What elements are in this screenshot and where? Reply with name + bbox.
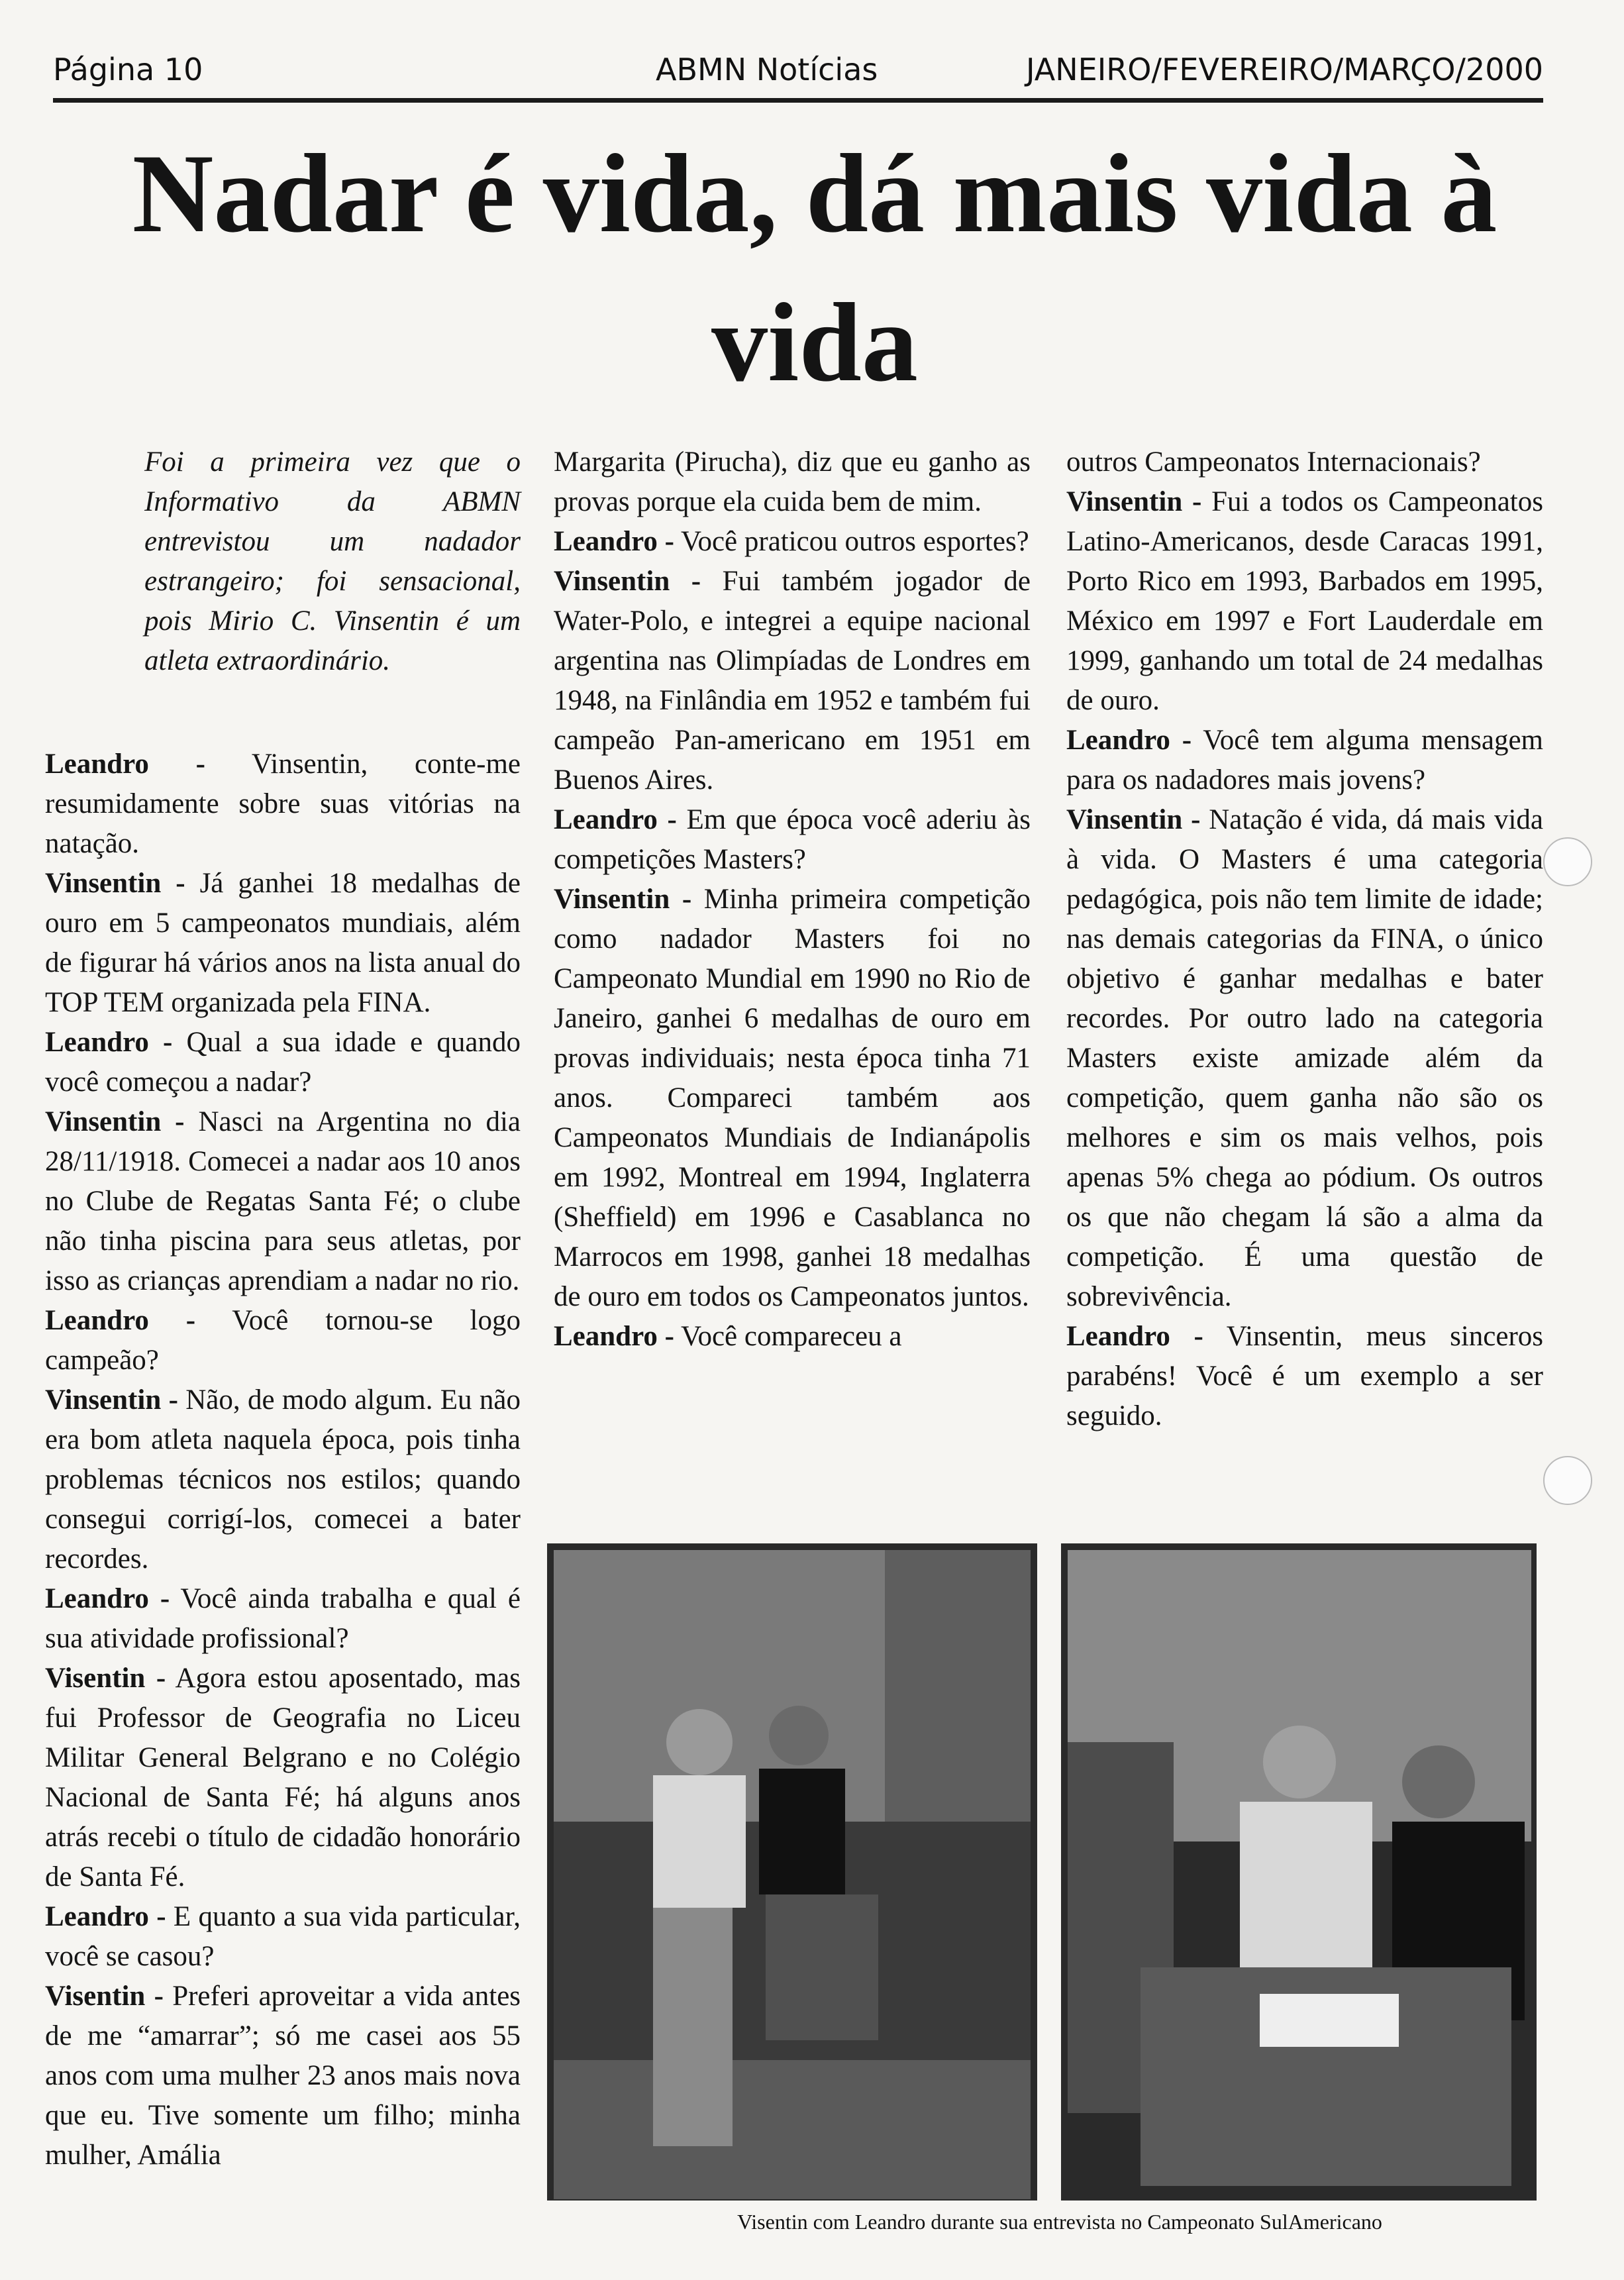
interview-paragraph bbox=[45, 1380, 521, 1579]
interview-paragraph bbox=[1066, 800, 1543, 1317]
speaker-text: Você tornou-se logo campeão? bbox=[45, 1305, 521, 1376]
speaker-text: Não, de modo algum. Eu não era bom atleta naquela época, pois tinha problemas técnicos nos estilos; quando consegui corrigí-los, comecei a bater recordes. bbox=[45, 1384, 521, 1575]
interview-paragraph bbox=[45, 1102, 521, 1301]
speaker-label: Leandro - bbox=[1066, 725, 1192, 756]
speaker-text: Já ganhei 18 medalhas de ouro em 5 campeonatos mundiais, além de figurar há vários anos na lista anual do TOP TEM organizada pela FINA. bbox=[45, 868, 521, 1018]
speaker-text: Qual a sua idade e quando você começou a nadar? bbox=[45, 1027, 521, 1098]
interview-paragraph bbox=[554, 442, 1031, 522]
interview-paragraph bbox=[45, 1301, 521, 1380]
speaker-label: Vinsentin - bbox=[45, 1106, 185, 1137]
speaker-label: Leandro - bbox=[554, 1321, 674, 1352]
speaker-label: Leandro - bbox=[554, 526, 674, 557]
interview-paragraph bbox=[1066, 1317, 1543, 1436]
column-1 bbox=[45, 442, 521, 2175]
speaker-text: Margarita (Pirucha), diz que eu ganho as provas porque ela cuida bem de mim. bbox=[554, 446, 1031, 517]
headline: Nadar é vida, dá mais vida à vida bbox=[132, 131, 1497, 405]
speaker-label: Leandro - bbox=[45, 1583, 170, 1614]
speaker-text: E quanto a sua vida particular, você se casou? bbox=[45, 1901, 521, 1972]
speaker-label: Vinsentin - bbox=[45, 868, 185, 899]
speaker-text: Fui também jogador de Water-Polo, e integrei a equipe nacional argentina nas Olimpíadas de Londres em 1948, na Finlândia em 1952 e também fui campeão Pan-americano em 1951 em Buenos Aires. bbox=[554, 566, 1031, 796]
interview-paragraph bbox=[45, 1897, 521, 1977]
speaker-label: Leandro - bbox=[45, 1901, 166, 1932]
column-3 bbox=[1066, 442, 1543, 1436]
interview-paragraph bbox=[554, 1317, 1031, 1357]
speaker-label: Leandro - bbox=[45, 1027, 173, 1058]
speaker-text: Natação é vida, dá mais vida à vida. O Masters é uma categoria pedagógica, pois não tem limite de idade; nas demais categorias da FINA, o único objetivo é ganhar medalhas e bater recordes. Por outro lado na categoria Masters existe amizade além da competição, quem ganha não são os melhores e sim os mais velhos, pois apenas 5% chega ao pódium. Os outros os que não chegam lá são a alma da competição. É uma questão de sobrevivência. bbox=[1066, 804, 1543, 1312]
punch-hole-bottom bbox=[1543, 1456, 1592, 1505]
speaker-text: Você compareceu a bbox=[674, 1321, 902, 1352]
photo-interview-1 bbox=[547, 1543, 1037, 2201]
header-rule bbox=[53, 98, 1543, 103]
speaker-text: Nasci na Argentina no dia 28/11/1918. Comecei a nadar aos 10 anos no Clube de Regatas Santa Fé; o clube não tinha piscina para seus atletas, por isso as crianças aprendiam a nadar no rio. bbox=[45, 1106, 521, 1296]
speaker-label: Vinsentin - bbox=[1066, 486, 1202, 517]
photo-interview-2 bbox=[1061, 1543, 1537, 2201]
interview-paragraph bbox=[554, 800, 1031, 880]
column-1-body bbox=[45, 745, 521, 2175]
speaker-text: Vinsentin, meus sinceros parabéns! Você é um exemplo a ser seguido. bbox=[1066, 1321, 1543, 1431]
speaker-label: Visentin - bbox=[45, 1981, 164, 2012]
interview-paragraph bbox=[45, 864, 521, 1023]
page-number: Página 10 bbox=[53, 52, 203, 87]
interview-paragraph bbox=[45, 1659, 521, 1897]
interview-paragraph bbox=[45, 1579, 521, 1659]
intro-text: Foi a primeira vez que o Informativo da ABMN entrevistou um nadador estrangeiro; foi sensacional, pois Mirio C. Vinsentin é um atleta extraordinário. bbox=[144, 446, 521, 676]
interview-paragraph bbox=[1066, 482, 1543, 721]
page-header bbox=[53, 38, 1543, 105]
speaker-label: Visentin - bbox=[45, 1663, 166, 1694]
speaker-text: Vinsentin, conte-me resumidamente sobre suas vitórias na natação. bbox=[45, 749, 521, 859]
speaker-text: outros Campeonatos Internacionais? bbox=[1066, 446, 1481, 478]
speaker-text: Você tem alguma mensagem para os nadadores mais jovens? bbox=[1066, 725, 1543, 796]
interview-paragraph bbox=[554, 562, 1031, 800]
speaker-label: Leandro - bbox=[45, 749, 205, 780]
speaker-label: Leandro - bbox=[554, 804, 677, 835]
publication-name: ABMN Notícias bbox=[656, 52, 878, 87]
interview-paragraph bbox=[45, 745, 521, 864]
speaker-text: Agora estou aposentado, mas fui Professor de Geografia no Liceu Militar General Belgrano e no Colégio Nacional de Santa Fé; há alguns anos atrás recebi o título de cidadão honorário de Santa Fé. bbox=[45, 1663, 521, 1892]
speaker-text: Preferi aproveitar a vida antes de me “amarrar”; só me casei aos 55 anos com uma mulher 23 anos mais nova que eu. Tive somente um filho; minha mulher, Amália bbox=[45, 1981, 521, 2171]
interview-paragraph bbox=[554, 522, 1031, 562]
speaker-text: Minha primeira competição como nadador Masters foi no Campeonato Mundial em 1990 no Rio de Janeiro, ganhei 6 medalhas de ouro em provas individuais; nesta época tinha 71 anos. Compareci também aos Campeonatos Mundiais de Indianápolis em 1992, Montreal em 1994, Inglaterra (Sheffield) em 1996 e Casablanca no Marrocos em 1998, ganhei 18 medalhas de ouro em todos os Campeonatos juntos. bbox=[554, 884, 1031, 1312]
speaker-label: Leandro - bbox=[1066, 1321, 1203, 1352]
speaker-text: Você praticou outros esportes? bbox=[674, 526, 1029, 557]
speaker-text: Fui a todos os Campeonatos Latino-Americanos, desde Caracas 1991, Porto Rico em 1993, Barbados em 1995, México em 1997 e Fort Lauderdale em 1999, ganhando um total de 24 medalhas de ouro. bbox=[1066, 486, 1543, 716]
interview-paragraph bbox=[45, 1023, 521, 1102]
speaker-label: Vinsentin - bbox=[45, 1384, 178, 1416]
speaker-label: Vinsentin - bbox=[554, 884, 692, 915]
punch-hole-top bbox=[1543, 837, 1592, 886]
issue-date: JANEIRO/FEVEREIRO/MARÇO/2000 bbox=[1026, 52, 1543, 87]
interview-paragraph bbox=[45, 1977, 521, 2175]
interview-paragraph bbox=[554, 880, 1031, 1317]
speaker-text: Em que época você aderiu às competições Masters? bbox=[554, 804, 1031, 875]
interview-paragraph bbox=[1066, 721, 1543, 800]
speaker-label: Leandro - bbox=[45, 1305, 196, 1336]
interview-paragraph bbox=[1066, 442, 1543, 482]
column-2 bbox=[554, 442, 1031, 1357]
speaker-label: Vinsentin - bbox=[554, 566, 701, 597]
photo-caption: Visentin com Leandro durante sua entrevista no Campeonato SulAmericano bbox=[737, 2210, 1382, 2234]
speaker-label: Vinsentin - bbox=[1066, 804, 1201, 835]
speaker-text: Você ainda trabalha e qual é sua atividade profissional? bbox=[45, 1583, 521, 1654]
